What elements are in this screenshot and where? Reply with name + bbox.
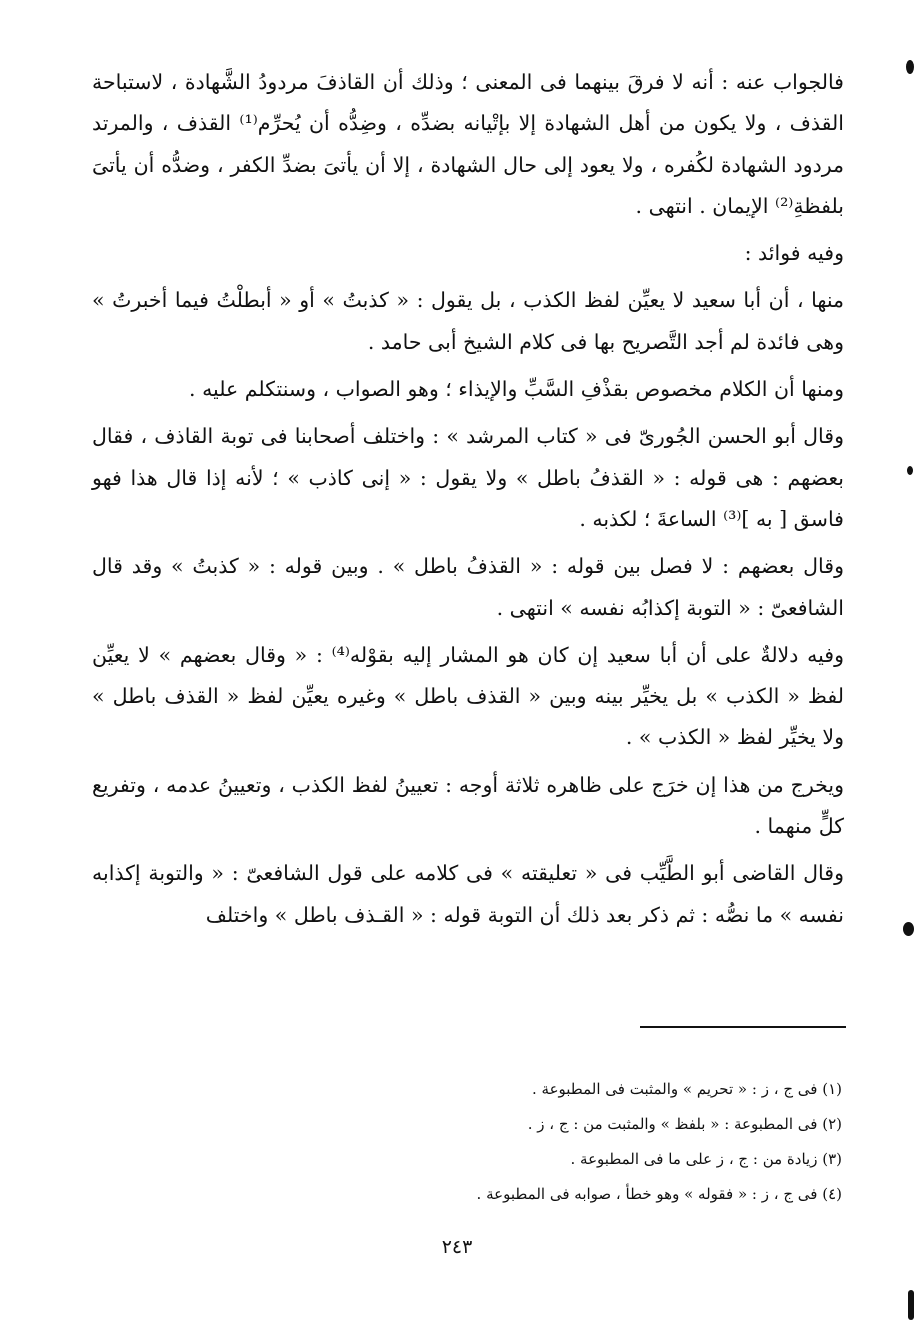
footnote-4: (٤) فى ج ، ز : « فقوله » وهو خطأ ، صوابه فى المطبوعة . xyxy=(476,1185,842,1203)
footnote-2: (٢) فى المطبوعة : « بلفظ » والمثبت من : ج ، ز . xyxy=(527,1115,842,1133)
paragraph-qadi-tayyib: وقال القاضى أبو الطَّيِّب فى « تعليقته » فى كلامه على قول الشافعىّ : « والتوبة إكذابه نفسه » ما نصُّه : ثم ذكر بعد ذلك أن التوبة قوله : « القـذف باطل » واختلف xyxy=(92,861,844,927)
paragraph-benefit-one: منها ، أن أبا سعيد لا يعيِّن لفظ الكذب ، بل يقول : « كذبتُ » أو « أبطلْتُ فيما أخبرتُ » وهى فائدة لم أجد التَّصريح بها فى كلام الشيخ أبى حامد . xyxy=(92,288,844,354)
paragraph-indication: وفيه دلالةٌ على أن أبا سعيد إن كان هو المشار إليه بقوْله⁽⁴⁾ : « وقال بعضهم » لا يعيِّن لفظ « الكذب » بل يخيِّر بينه وبين « القذف باطل » وغيره يعيِّن لفظ « القذف باطل » ولا يخيِّر لفظ « الكذب » . xyxy=(92,642,845,750)
paragraph-jouri-quote: وقال أبو الحسن الجُورىّ فى « كتاب المرشد » : واختلف أصحابنا فى توبة القاذف ، فقال بعضهم : هى قوله : « القذفُ باطل » ولا يقول : « إنى كاذب » ؛ لأنه إذا قال هذا فهو فاسق [ به ]⁽³⁾ الساعةَ ؛ لكذبه . xyxy=(92,424,844,531)
scan-edge-mark xyxy=(906,60,914,74)
page-number: ٢٤٣ xyxy=(441,1236,473,1258)
scan-edge-mark xyxy=(903,922,914,936)
paragraph-answer: فالجواب عنه : أنه لا فرقَ بينهما فى المعنى ؛ وذلك أن القاذفَ مردودُ الشَّهادة ، لاستباحة القذف ، ولا يكون من أهل الشهادة إلا بإتْيانه بضدِّه ، وضِدُّه أن يُحرِّم⁽¹⁾ القذف ، والمرتد مردود الشهادة لكُفره ، ولا يعود إلى حال الشهادة ، إلا أن يأتىَ بضدِّ الكفر ، وضدُّه أن يأتىَ بلفظةِ⁽²⁾ الإيمان . انتهى . xyxy=(92,70,844,218)
scan-edge-mark xyxy=(908,1290,914,1320)
footnote-separator xyxy=(640,1026,846,1028)
main-text xyxy=(92,62,844,936)
scan-edge-mark xyxy=(907,466,913,475)
paragraph-no-distinction: وقال بعضهم : لا فصل بين قوله : « القذفُ باطل » . وبين قوله : « كذبتُ » وقد قال الشافعىّ : « التوبة إكذابُه نفسه » انتهى . xyxy=(92,554,844,620)
footnote-1: (١) فى ج ، ز : « تحريم » والمثبت فى المطبوعة . xyxy=(532,1080,842,1098)
paragraph-three-aspects: ويخرج من هذا إن خرَج على ظاهره ثلاثة أوجه : تعيينُ لفظ الكذب ، وتعيينُ عدمه ، وتفريع كلٍّ منهما . xyxy=(92,772,844,839)
paragraph-benefits-heading: وفيه فوائد : xyxy=(744,241,844,266)
footnote-3: (٣) زيادة من : ج ، ز على ما فى المطبوعة . xyxy=(570,1150,842,1168)
paragraph-benefit-two: ومنها أن الكلام مخصوص بقذْفِ السَّبِّ والإيذاء ؛ وهو الصواب ، وسنتكلم عليه . xyxy=(189,377,844,402)
footnotes xyxy=(92,1072,844,1212)
